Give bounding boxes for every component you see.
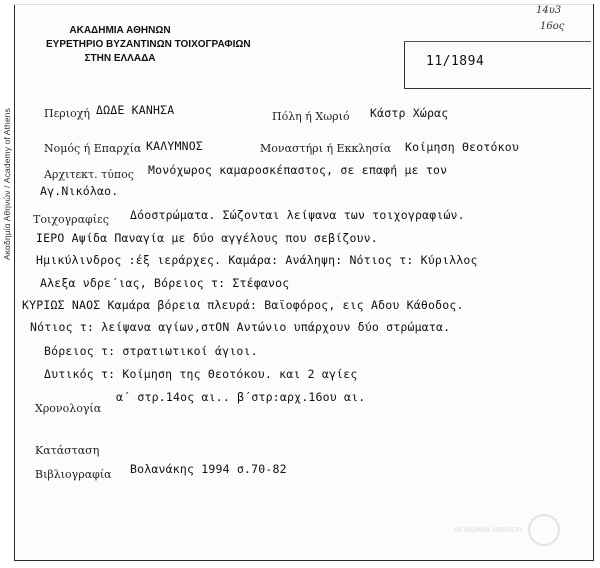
architecture-value-2: Αγ.Νικόλαο. bbox=[40, 184, 119, 198]
bibliography-value: Βολανάκης 1994 σ.70-82 bbox=[130, 462, 287, 476]
academy-seal-icon bbox=[528, 514, 560, 546]
dating-label: Χρονολογία bbox=[35, 402, 102, 415]
prefecture-label: Νομός ή Επαρχία bbox=[44, 142, 142, 155]
archive-side-label: Ακαδημία Αθηνών / Academy of Athens bbox=[2, 108, 12, 260]
frescoes-line: Δυτικός τ: Κοίμηση της Θεοτόκου. και 2 αγίες bbox=[44, 367, 358, 381]
frescoes-line: Αλεξα νδρε΄ιας, Βόρειος τ: Στέφανος bbox=[40, 276, 290, 290]
hand-note-top: 14υ3 bbox=[536, 5, 562, 16]
architecture-label: Αρχιτεκτ. τύπος bbox=[44, 168, 134, 181]
academy-watermark bbox=[454, 514, 560, 546]
frescoes-label: Τοιχογραφίες bbox=[33, 213, 109, 226]
header-line-3: ΣΤΗΝ ΕΛΛΑΔΑ bbox=[84, 53, 156, 64]
record-number: 11/1894 bbox=[426, 54, 485, 69]
frescoes-line: Βόρειος τ: στρατιωτικοί άγιοι. bbox=[44, 344, 258, 358]
church-value: Κοίμηση Θεοτόκου bbox=[405, 140, 519, 154]
frescoes-line: Δόοστρώματα. Σώζονται λείψανα των τοιχογραφιών. bbox=[130, 208, 465, 222]
condition-label: Κατάσταση bbox=[35, 444, 100, 457]
city-value: Κάστρ Χώρας bbox=[370, 106, 449, 120]
city-label: Πόλη ή Χωριό bbox=[272, 110, 350, 123]
frescoes-line: Νότιος τ: λείψανα αγίων,στΟΝ Αντώνιο υπάρχουν δύο στρώματα. bbox=[30, 320, 451, 334]
watermark-text: ΑΚΑΔΗΜΙΑ ΑΘΗΝΩΝ bbox=[454, 526, 522, 534]
region-label: Περιοχή bbox=[44, 107, 90, 120]
region-value: ΔΩΔΕ ΚΑΝΗΣΑ bbox=[96, 103, 175, 117]
frescoes-line: ΙΕΡΟ Αψίδα Παναγία με δύο αγγέλους που σεβίζουν. bbox=[36, 231, 378, 245]
header-line-2: ΕΥΡΕΤΗΡΙΟ ΒΥΖΑΝΤΙΝΩΝ ΤΟΙΧΟΓΡΑΦΙΩΝ bbox=[46, 39, 251, 50]
dating-value: α΄ στρ.14ος αι.. β΄στρ:αρχ.16ου αι. bbox=[116, 390, 366, 404]
prefecture-value: ΚΑΛΥΜΝΟΣ bbox=[146, 139, 203, 153]
hand-note-bottom: 16ος bbox=[540, 21, 565, 32]
church-label: Μοναστήρι ή Εκκλησία bbox=[260, 142, 392, 155]
frescoes-line: ΚΥΡΙΩΣ ΝΑΟΣ Καμάρα βόρεια πλευρά: Βαϊοφόρος, εις Αδου Κάθοδος. bbox=[22, 298, 464, 312]
architecture-value: Μονόχωρος καμαροσκέπαστος, σε επαφή με τον bbox=[148, 163, 448, 177]
frescoes-line: Ημικύλινδρος :έξ ιεράρχες. Καμάρα: Ανάληψη: Νότιος τ: Κύριλλος bbox=[36, 253, 478, 267]
card-header bbox=[46, 24, 251, 66]
bibliography-label: Βιβλιογραφία bbox=[35, 468, 112, 481]
header-line-1: ΑΚΑΔΗΜΙΑ ΑΘΗΝΩΝ bbox=[69, 25, 171, 36]
